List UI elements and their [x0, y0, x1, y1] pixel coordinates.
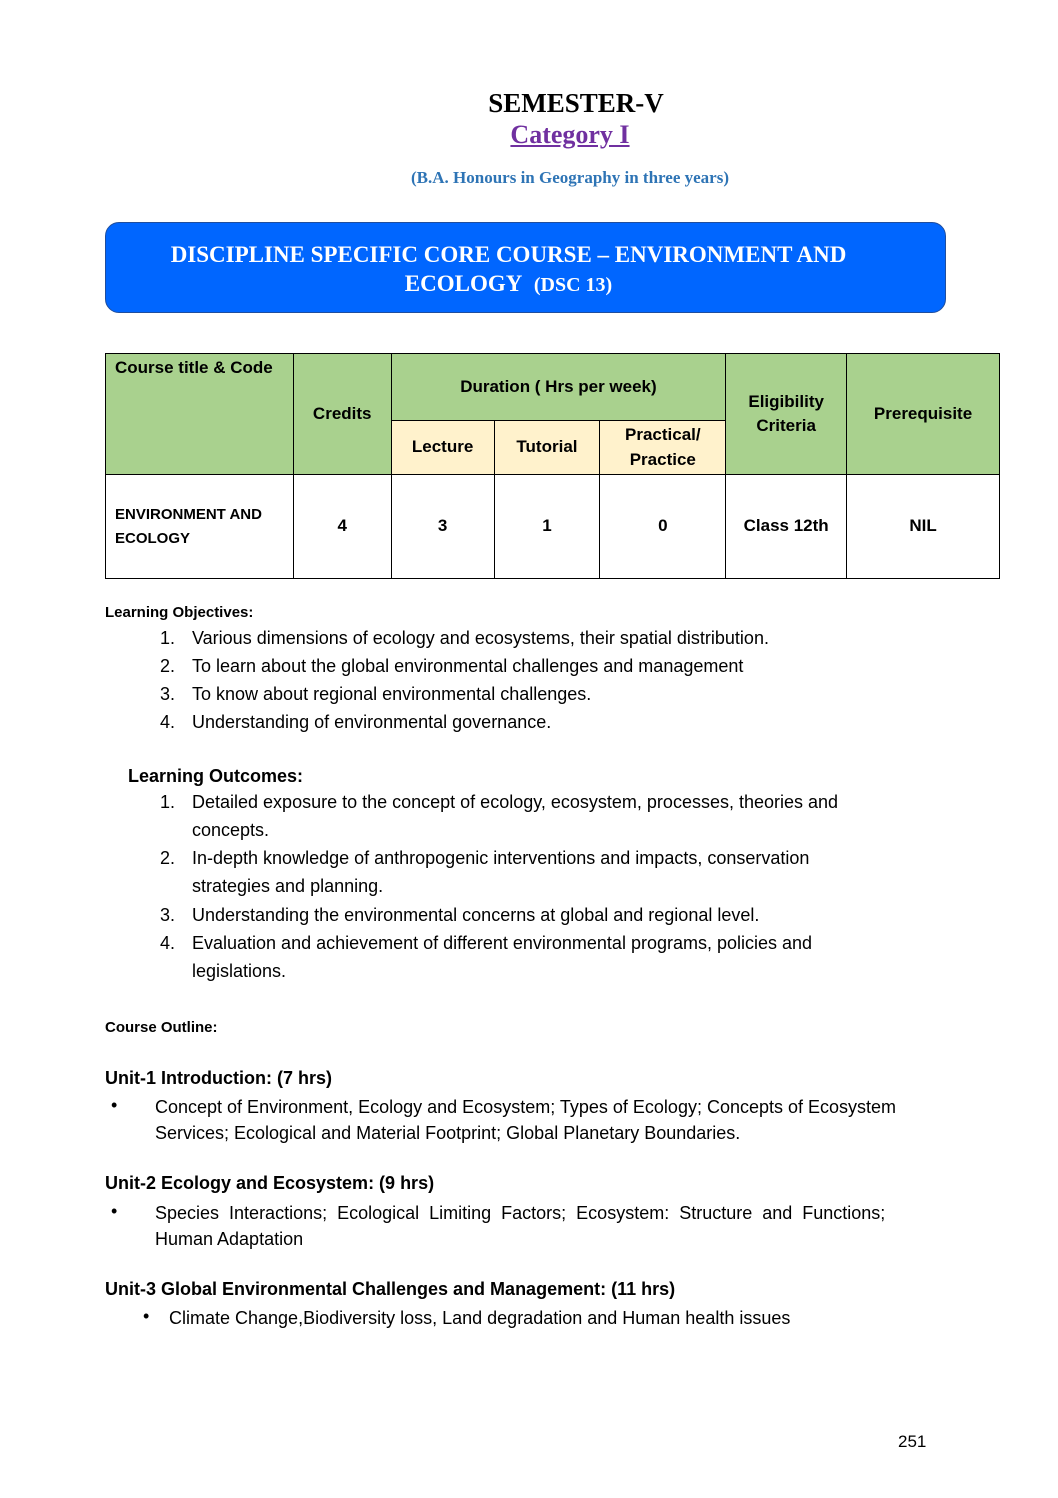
unit-1-title: Unit-1 Introduction: (7 hrs) — [105, 1068, 332, 1088]
category-link[interactable]: Category I — [510, 120, 630, 149]
bullet-icon: • — [111, 1201, 118, 1221]
header-practical-line2: Practice — [629, 449, 696, 469]
header-lecture: Lecture — [391, 421, 494, 475]
list-item-number: 4. — [159, 933, 175, 953]
list-item-text: To learn about the global environmental challenges and management — [192, 656, 744, 676]
program-subtitle: (B.A. Honours in Geography in three years) — [411, 168, 729, 187]
unit-3-text: Climate Change,Biodiversity loss, Land degradation and Human health issues — [169, 1308, 791, 1328]
unit-2-text-cont: Human Adaptation — [155, 1229, 304, 1249]
list-item — [0, 652, 1058, 680]
list-item-number: 2. — [159, 656, 175, 676]
list-item-text: In-depth knowledge of anthropogenic interventions and impacts, conservation — [192, 848, 810, 868]
list-item — [0, 788, 1058, 844]
course-name-line2: ECOLOGY — [115, 529, 191, 547]
header-duration: Duration ( Hrs per week) — [391, 354, 726, 421]
header-eligibility — [726, 354, 847, 475]
list-item-text: Evaluation and achievement of different environmental programs, policies and — [192, 933, 813, 953]
list-item — [0, 929, 1058, 985]
header-eligibility-line1: Eligibility — [748, 391, 824, 411]
semester-title: SEMESTER-V — [488, 88, 664, 118]
cell-credits: 4 — [293, 475, 391, 579]
list-item-text: Understanding of environmental governance. — [192, 712, 552, 732]
list-item-text: To know about regional environmental challenges. — [192, 684, 592, 704]
list-item-number: 2. — [159, 848, 175, 868]
list-item — [0, 708, 1058, 736]
course-code: (DSC 13) — [533, 274, 613, 296]
learning-outcomes-heading: Learning Outcomes: — [128, 766, 304, 786]
cell-practical: 0 — [600, 475, 726, 579]
list-item-number: 1. — [159, 792, 175, 812]
course-title-line2 — [105, 271, 912, 297]
cell-prerequisite: NIL — [847, 475, 1000, 579]
unit-3-title: Unit-3 Global Environmental Challenges and Management: (11 hrs) — [105, 1279, 676, 1299]
header-practical — [600, 421, 726, 475]
unit-2-text: Species Interactions; Ecological Limiting Factors; Ecosystem: Structure and Functions; — [155, 1203, 886, 1223]
list-item — [0, 680, 1058, 708]
course-name-line1: ENVIRONMENT AND — [115, 505, 262, 523]
list-item-number: 3. — [159, 905, 175, 925]
cell-lecture: 3 — [391, 475, 494, 579]
unit-2-title: Unit-2 Ecology and Ecosystem: (9 hrs) — [105, 1173, 435, 1193]
list-item-text: Understanding the environmental concerns at global and regional level. — [192, 905, 760, 925]
header-eligibility-line2: Criteria — [756, 416, 816, 436]
bullet-icon: • — [143, 1306, 150, 1326]
list-item — [0, 624, 1058, 652]
cell-tutorial: 1 — [494, 475, 600, 579]
learning-objectives-heading: Learning Objectives: — [105, 604, 254, 621]
course-outline-heading: Course Outline: — [105, 1019, 218, 1036]
cell-course-name — [106, 475, 294, 579]
course-title-main: ECOLOGY — [404, 271, 523, 296]
unit-1-text: Concept of Environment, Ecology and Ecosystem; Types of Ecology; Concepts of Ecosystem — [155, 1097, 897, 1117]
list-item-text-cont: strategies and planning. — [192, 876, 384, 896]
header-prerequisite: Prerequisite — [847, 354, 1000, 475]
list-item — [0, 901, 1058, 929]
unit-1-text-cont: Services; Ecological and Material Footprint; Global Planetary Boundaries. — [155, 1123, 741, 1143]
list-item-text-cont: concepts. — [192, 820, 270, 840]
cell-eligibility: Class 12th — [726, 475, 847, 579]
bullet-icon: • — [111, 1095, 118, 1115]
header-course-title: Course title & Code — [106, 354, 294, 475]
list-item — [0, 844, 1058, 900]
list-item-text-cont: legislations. — [192, 961, 287, 981]
header-practical-line1: Practical/ — [625, 425, 701, 444]
list-item-number: 1. — [159, 628, 175, 648]
course-title-line1: DISCIPLINE SPECIFIC CORE COURSE – ENVIRONMENT AND — [170, 242, 847, 267]
header-credits: Credits — [293, 354, 391, 475]
page-number: 251 — [898, 1432, 927, 1451]
list-item-text: Various dimensions of ecology and ecosystems, their spatial distribution. — [192, 628, 769, 648]
header-tutorial: Tutorial — [494, 421, 600, 475]
list-item-number: 4. — [159, 712, 175, 732]
course-details-table — [105, 353, 1000, 579]
list-item-text: Detailed exposure to the concept of ecology, ecosystem, processes, theories and — [192, 792, 839, 812]
list-item-number: 3. — [159, 684, 175, 704]
